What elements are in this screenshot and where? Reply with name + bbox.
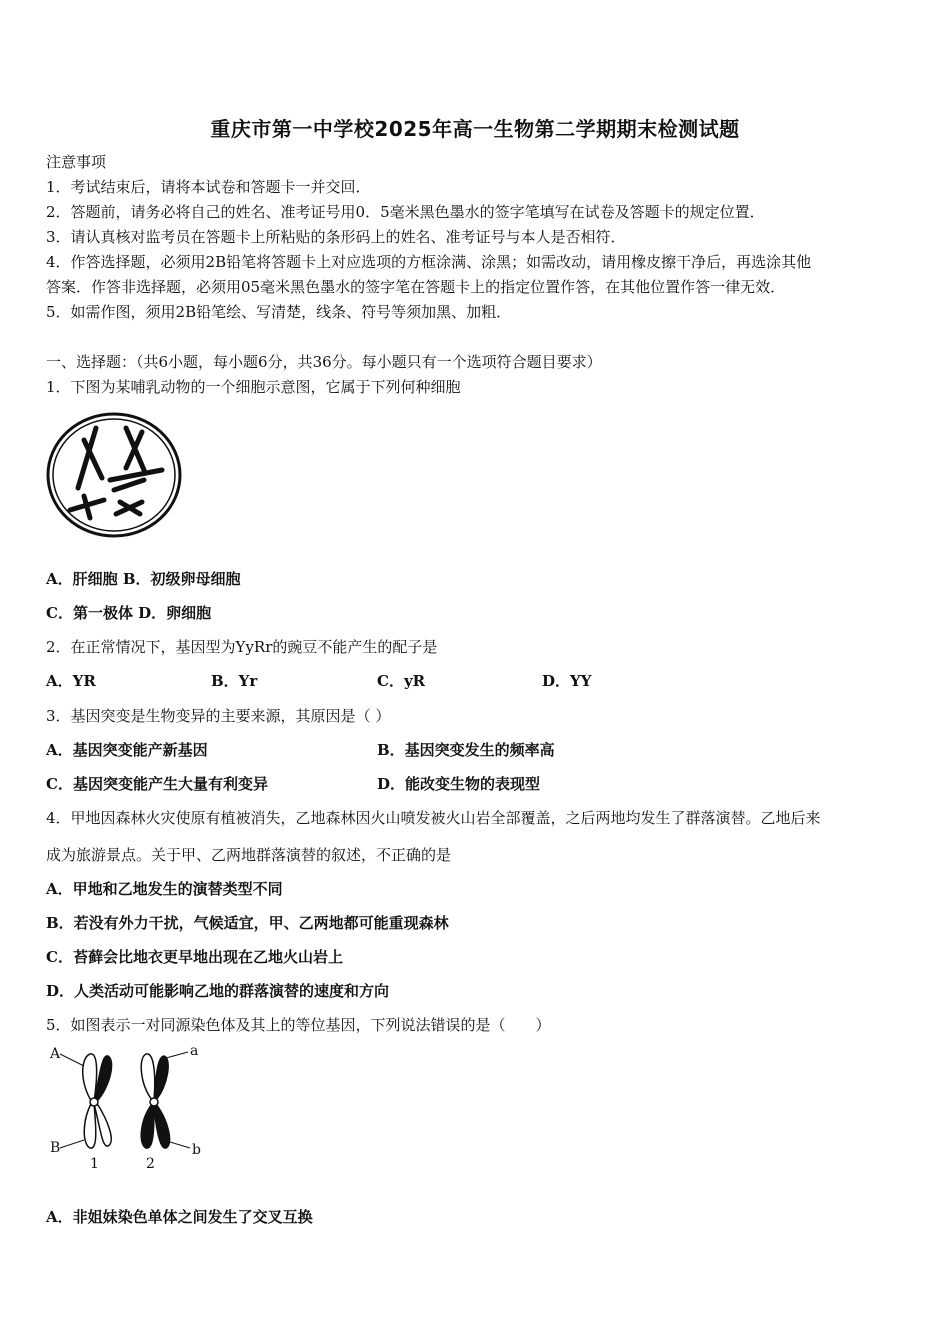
- q4-stem-line2: 成为旅游景点。关于甲、乙两地群落演替的叙述，不正确的是: [46, 846, 452, 864]
- notice-item-3: 3．请认真核对监考员在答题卡上所粘贴的条形码上的姓名、准考证号与本人是否相符．: [46, 228, 626, 246]
- notice-item-5: 5．如需作图，须用2B铅笔绘、写清楚，线条、符号等须加黑、加粗．: [46, 303, 512, 321]
- gene-label-b: b: [192, 1142, 201, 1158]
- q1-options-line2: C．第一极体 D．卵细胞: [46, 604, 212, 622]
- q2-option-d: D．YY: [542, 672, 592, 690]
- q4-option-c: C．苔藓会比地衣更早地出现在乙地火山岩上: [46, 948, 343, 966]
- q3-option-d: D．能改变生物的表现型: [377, 775, 541, 793]
- cell-diagram: [44, 410, 184, 540]
- gene-label-a: a: [190, 1043, 199, 1059]
- q1-stem: 1．下图为某哺乳动物的一个细胞示意图，它属于下列何种细胞: [46, 378, 461, 396]
- notice-heading: 注意事项: [46, 153, 107, 171]
- q3-option-c: C．基因突变能产生大量有利变异: [46, 775, 268, 793]
- chromosome-label-2: 2: [146, 1156, 155, 1172]
- page-title: 重庆市第一中学校2025年高一生物第二学期期末检测试题: [210, 117, 740, 141]
- chromosome-diagram: [44, 1044, 214, 1174]
- notice-item-1: 1．考试结束后，请将本试卷和答题卡一并交回．: [46, 178, 371, 196]
- section-heading: 一、选择题：（共6小题，每小题6分，共36分。每小题只有一个选项符合题目要求）: [46, 353, 602, 371]
- q2-option-b: B．Yr: [211, 672, 258, 690]
- notice-item-2: 2．答题前，请务必将自己的姓名、准考证号用0．5毫米黑色墨水的签字笔填写在试卷及答题卡的规定位置．: [46, 203, 765, 221]
- q3-stem: 3．基因突变是生物变异的主要来源，其原因是（ ）: [46, 707, 391, 725]
- notice-item-4: 4．作答选择题，必须用2B铅笔将答题卡上对应选项的方框涂满、涂黑；如需改动，请用橡皮擦干净后，再选涂其他: [46, 253, 812, 271]
- notice-item-4-cont: 答案．作答非选择题，必须用05毫米黑色墨水的签字笔在答题卡上的指定位置作答，在其他位置作答一律无效．: [46, 278, 786, 296]
- q4-option-a: A．甲地和乙地发生的演替类型不同: [46, 880, 283, 898]
- q3-option-a: A．基因突变能产新基因: [46, 741, 208, 759]
- q1-options-line1: A．肝细胞 B．初级卵母细胞: [46, 570, 241, 588]
- q4-option-b: B．若没有外力干扰，气候适宜，甲、乙两地都可能重现森林: [46, 914, 449, 932]
- q5-option-a: A．非姐妹染色单体之间发生了交叉互换: [46, 1208, 313, 1226]
- q2-stem: 2．在正常情况下，基因型为YyRr的豌豆不能产生的配子是: [46, 638, 438, 656]
- chromosome-label-1: 1: [90, 1156, 99, 1172]
- q3-option-b: B．基因突变发生的频率高: [377, 741, 555, 759]
- gene-label-A: A: [50, 1046, 61, 1062]
- q2-option-c: C．yR: [377, 672, 426, 690]
- q4-option-d: D．人类活动可能影响乙地的群落演替的速度和方向: [46, 982, 390, 1000]
- q4-stem-line1: 4．甲地因森林火灾使原有植被消失，乙地森林因火山喷发被火山岩全部覆盖，之后两地均发生了群落演替。乙地后来: [46, 809, 821, 827]
- q5-stem: 5．如图表示一对同源染色体及其上的等位基因，下列说法错误的是（ ）: [46, 1016, 551, 1034]
- gene-label-B: B: [50, 1140, 61, 1156]
- q2-option-a: A．YR: [46, 672, 96, 690]
